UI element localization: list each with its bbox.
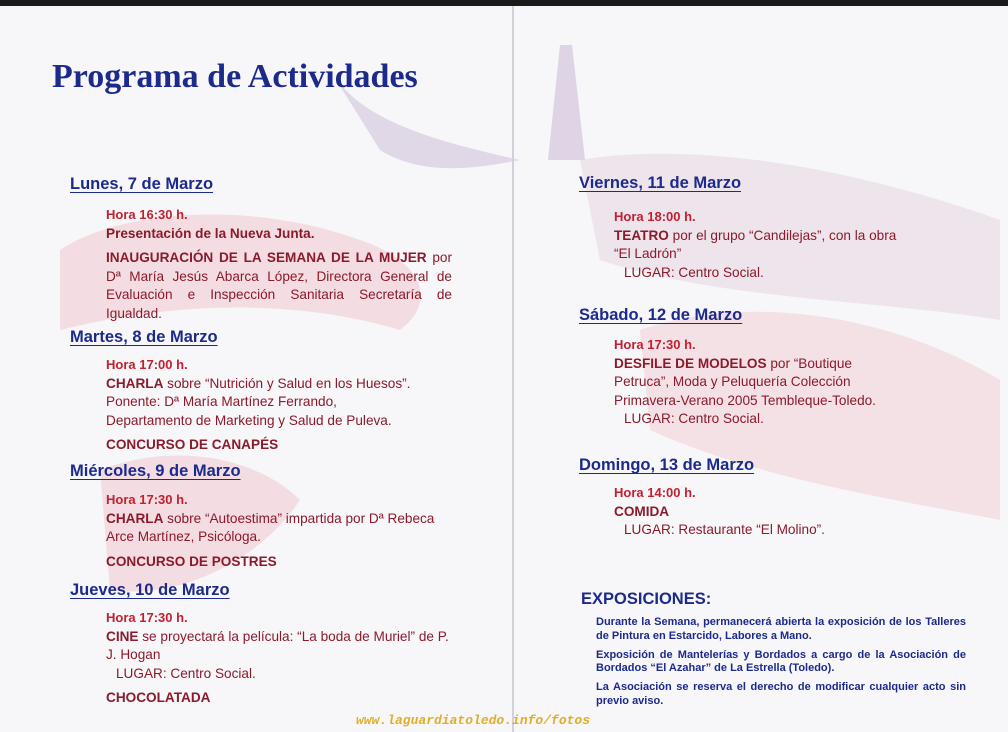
thursday-location: LUGAR: Centro Social.: [116, 665, 256, 681]
wednesday-event-title: CHARLA: [106, 510, 164, 526]
saturday-location: LUGAR: Centro Social.: [624, 411, 764, 427]
friday-event-title: TEATRO: [614, 227, 669, 243]
exhibitions-notice: La Asociación se reserva el derecho de modificar cualquier acto sin previo aviso.: [596, 681, 966, 707]
saturday-block: [614, 336, 906, 429]
page-title: Programa de Actividades: [52, 58, 418, 95]
monday-event: [106, 249, 452, 323]
sunday-time: Hora 14:00 h.: [614, 485, 696, 500]
sunday-event-title: COMIDA: [614, 503, 670, 519]
tuesday-time: Hora 17:00 h.: [106, 357, 188, 372]
tuesday-department: Departamento de Marketing y Salud de Puleva.: [106, 412, 392, 428]
wednesday-event: [106, 510, 454, 547]
day-heading-thursday: Jueves, 10 de Marzo: [70, 581, 230, 599]
wednesday-block: [106, 491, 454, 571]
monday-event-title: INAUGURACIÓN DE LA SEMANA DE LA MUJER: [106, 250, 427, 266]
saturday-event-detail: por “Boutique Petruca”, Moda y Peluquería Colección Primavera-Verano 2005 Tembleque-Toledo.: [614, 355, 876, 408]
tuesday-extra: CONCURSO DE CANAPÉS: [106, 437, 279, 453]
day-heading-monday: Lunes, 7 de Marzo: [70, 175, 214, 193]
day-heading-friday: Viernes, 11 de Marzo: [579, 174, 742, 192]
thursday-event-detail: se proyectará la película: “La boda de Muriel” de P. J. Hogan: [106, 628, 449, 663]
thursday-event: [106, 628, 458, 665]
day-heading-saturday: Sábado, 12 de Marzo: [579, 306, 743, 324]
tuesday-speaker: Ponente: Dª María Martínez Ferrando,: [106, 394, 337, 410]
saturday-event: [614, 355, 906, 411]
sunday-location: LUGAR: Restaurante “El Molino”.: [624, 522, 825, 538]
day-heading-wednesday: Miércoles, 9 de Marzo: [70, 462, 241, 480]
tuesday-event-detail: sobre “Nutrición y Salud en los Huesos”.: [163, 375, 411, 391]
friday-location: LUGAR: Centro Social.: [624, 264, 764, 280]
friday-time: Hora 18:00 h.: [614, 209, 696, 224]
tuesday-event: [106, 375, 456, 394]
thursday-event-title: CINE: [106, 628, 139, 644]
exhibitions-block: [596, 616, 966, 714]
exhibitions-paragraph-1: Durante la Semana, permanecerá abierta la exposición de los Talleres de Pintura en Estarcido, Labores a Mano.: [596, 616, 966, 642]
tuesday-event-title: CHARLA: [106, 375, 164, 391]
tuesday-block: [106, 356, 456, 455]
exhibitions-paragraph-2: Exposición de Mantelerías y Bordados a cargo de la Asociación de Bordados “El Azahar” de La Estrella (Toledo).: [596, 648, 966, 675]
monday-line: Presentación de la Nueva Junta.: [106, 225, 315, 241]
thursday-block: [106, 609, 458, 708]
watermark-url: www.laguardiatoledo.info/fotos: [356, 713, 591, 728]
friday-block: [614, 208, 908, 282]
friday-event: [614, 227, 908, 264]
sunday-block: [614, 484, 908, 540]
monday-event-detail: por Dª María Jesús Abarca López, Directora General de Evaluación e Inspección Sanitaria Secretaría de Igualdad.: [106, 250, 452, 321]
saturday-event-title: DESFILE DE MODELOS: [614, 355, 767, 371]
monday-time: Hora 16:30 h.: [106, 207, 188, 222]
day-heading-sunday: Domingo, 13 de Marzo: [579, 456, 755, 474]
monday-block: [106, 206, 452, 324]
wednesday-event-detail: sobre “Autoestima” impartida por Dª Rebeca Arce Martínez, Psicóloga.: [106, 510, 435, 545]
wednesday-time: Hora 17:30 h.: [106, 492, 188, 507]
thursday-time: Hora 17:30 h.: [106, 610, 188, 625]
friday-event-detail: por el grupo “Candilejas”, con la obra “El Ladrón”: [614, 227, 897, 262]
thursday-extra: CHOCOLATADA: [106, 690, 211, 706]
day-heading-tuesday: Martes, 8 de Marzo: [70, 328, 218, 346]
saturday-time: Hora 17:30 h.: [614, 337, 696, 352]
exhibitions-heading: EXPOSICIONES:: [581, 590, 712, 608]
bg-tower: [548, 45, 585, 160]
wednesday-extra: CONCURSO DE POSTRES: [106, 553, 277, 569]
